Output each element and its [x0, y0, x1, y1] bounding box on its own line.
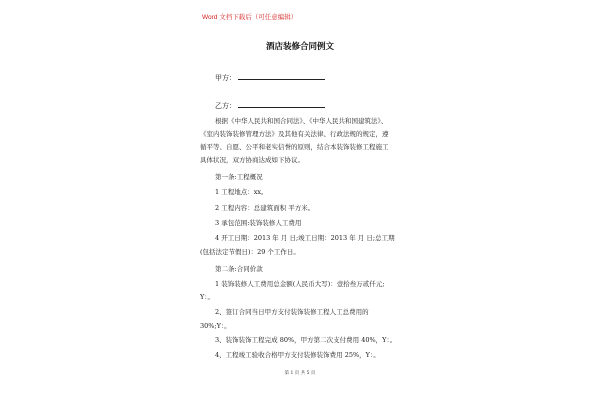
clause-item-continued: (包括法定节假日)：29 个工作日。	[200, 248, 300, 256]
clause-item: 2 工程内容：总建筑面积 平方米。	[215, 204, 315, 212]
header-note: Word 文档下载后（可任意编辑）	[202, 14, 298, 21]
section-heading-2: 第二条:合同价款	[215, 265, 263, 273]
party-a-line	[215, 72, 325, 82]
payment-item: 3、装饰装饰工程完成 80%，甲方第二次支付费用 40%，Y：。	[215, 336, 397, 344]
party-a-blank	[238, 72, 325, 80]
preamble-line-4: 具体状况，双方协商达成如下协议。	[200, 156, 304, 164]
preamble-line-2: 《室内装饰装修管理方法》及其他有关法律、行政法规的规定，遵	[200, 130, 389, 138]
party-a-label: 甲方：	[215, 74, 236, 82]
payment-item: 2、签订合同当日甲方支付装饰装修工程人工总费用的	[215, 308, 369, 316]
page-indicator: 第 1 页 共 5 页	[284, 371, 316, 376]
payment-item: 4、工程竣工验收合格甲方支付装修装饰费用 25%，Y：。	[215, 351, 380, 359]
party-b-label: 乙方：	[215, 102, 236, 110]
clause-item: 3 承包范围:装饰装修人工费用	[215, 219, 302, 227]
clause-item: 4 开工日期：2013 年 月 日;竣工日期：2013 年 月 日;总工期	[215, 234, 395, 242]
preamble-line-3: 循平等、自愿、公平和老实信誉的原则，结合本装饰装修工程施工	[200, 143, 389, 151]
payment-item: 1 装饰装修人工费用总金额(人民币大写)：壹拾叁万贰仟元;	[215, 280, 385, 288]
payment-item-continued: Y：。	[200, 293, 215, 301]
preamble-line-1: 根据《中华人民共和国合同法》、《中华人民共和国建筑法》、	[215, 117, 388, 125]
party-b-line	[215, 100, 325, 110]
payment-item-continued: 30%;Y：。	[200, 322, 231, 330]
section-heading-1: 第一条:工程概况	[215, 173, 263, 181]
document-title: 酒店装修合同例文	[265, 42, 334, 52]
clause-item: 1 工程地点：xx。	[215, 188, 268, 196]
party-b-blank	[238, 100, 325, 108]
